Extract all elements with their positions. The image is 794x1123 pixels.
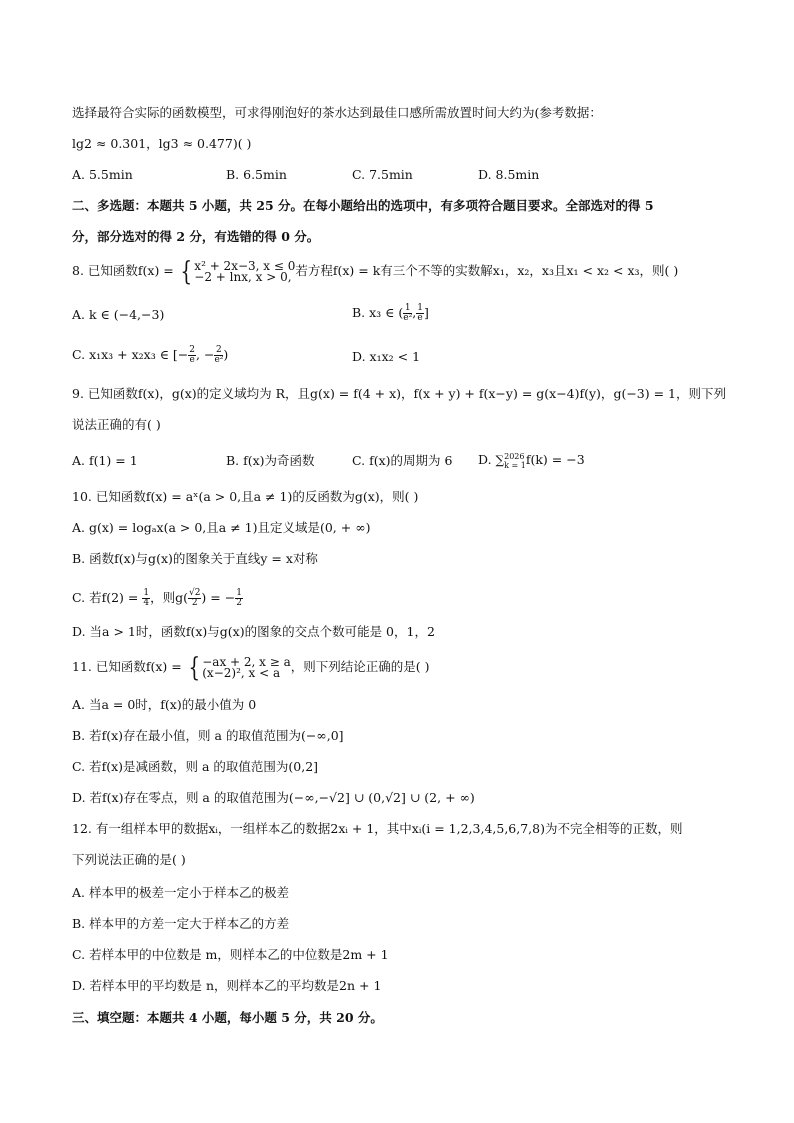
q10-option-c-mid: ，则g( (150, 590, 188, 605)
q10-stem: 10. 已知函数f(x) = aˣ(a > 0,且a ≠ 1)的反函数为g(x)，则( ) (72, 489, 419, 504)
q8-suffix: 若方程f(x) = k有三个不等的实数解x₁，x₂，x₃且x₁ < x₂ < x₃，则( ) (295, 263, 679, 278)
sum-lower-limit: k = 1 (504, 460, 526, 470)
q7-option-d: D. 8.5min (478, 167, 540, 182)
q10-option-c-mid2: ) = − (201, 590, 236, 605)
section2-heading-line2: 分，部分选对的得 2 分，有选错的得 0 分。 (72, 229, 320, 244)
section2-heading-line1: 二、多选题：本题共 5 小题，共 25 分。在每小题给出的选项中，有多项符合题目要求。全部选对的得 5 (72, 198, 654, 213)
q10-option-c-frac2: $\frac{√2}{2}$ (188, 588, 201, 608)
q11-case2: (x−2)², x < a (202, 665, 281, 680)
q12-stem-line1: 12. 有一组样本甲的数据xᵢ，一组样本乙的数据2xᵢ + 1，其中xᵢ(i = 1,2,3,4,5,6,7,8)为不完全相等的正数，则 (72, 821, 683, 836)
q8-option-b-frac1: $\frac{1}{\text{e²}}$ (403, 303, 413, 323)
q8-case2: −2 + lnx, x > 0, (194, 269, 292, 284)
q8-option-c-prefix: C. x₁x₃ + x₂x₃ ∈ [− (72, 347, 189, 362)
q8-piecewise: { x² + 2x−3, x ≤ 0 −2 + lnx, x > 0, (180, 256, 296, 287)
q10-option-c (72, 585, 243, 611)
q11-option-c: C. 若f(x)是减函数，则 a 的取值范围为(0,2] (72, 759, 319, 774)
sum-symbol: ∑ (495, 453, 505, 467)
q12-option-d: D. 若样本甲的平均数是 n，则样本乙的平均数是2n + 1 (72, 978, 382, 993)
q12-option-a: A. 样本甲的极差一定小于样本乙的极差 (72, 885, 289, 900)
q11-option-a: A. 当a = 0时，f(x)的最小值为 0 (72, 697, 257, 712)
q8-prefix: 8. 已知函数f(x) = (72, 263, 178, 278)
q11-case1: −ax + 2, x ≥ a (202, 654, 291, 669)
q8-option-d: D. x₁x₂ < 1 (352, 349, 421, 364)
q11-prefix: 11. 已知函数f(x) = (72, 659, 186, 674)
q12-option-c: C. 若样本甲的中位数是 m，则样本乙的中位数是2m + 1 (72, 947, 389, 962)
q9-stem-line2: 说法正确的有( ) (72, 417, 161, 432)
q7-text-line2: lg2 ≈ 0.301，lg3 ≈ 0.477)( ) (72, 136, 252, 151)
q12-option-b: B. 样本甲的方差一定大于样本乙的方差 (72, 916, 290, 931)
q8-option-a: A. k ∈ (−4,−3) (72, 307, 165, 322)
q11-suffix: ，则下列结论正确的是( ) (290, 659, 430, 674)
q8-option-c-mid: , − (196, 347, 215, 362)
q8-option-b-suffix: ] (423, 305, 429, 320)
q11-option-d: D. 若f(x)存在零点，则 a 的取值范围为(−∞,−√2] ∪ (0,√2] ∪ (2, + ∞) (72, 790, 475, 805)
q8-option-c-frac1: $\frac{2}{e}$ (189, 345, 196, 365)
q8-option-b-frac2: $\frac{1}{e}$ (417, 303, 423, 323)
q10-option-d: D. 当a > 1时，函数f(x)与g(x)的图象的交点个数可能是 0，1，2 (72, 624, 435, 639)
q11-option-b: B. 若f(x)存在最小值，则 a 的取值范围为(−∞,0] (72, 728, 344, 743)
q9-option-a: A. f(1) = 1 (72, 453, 138, 468)
q9-option-c: C. f(x)的周期为 6 (352, 453, 453, 468)
q8-option-c (72, 346, 228, 365)
q10-option-c-prefix: C. 若f(2) = (72, 590, 143, 605)
q8-option-c-suffix: ) (223, 347, 229, 362)
q7-option-b: B. 6.5min (226, 167, 287, 182)
q7-option-c: C. 7.5min (352, 167, 413, 182)
q8-stem (72, 256, 679, 287)
q9-option-b: B. f(x)为奇函数 (226, 453, 315, 468)
q9-option-d (478, 449, 585, 471)
q7-text-line1: 选择最符合实际的函数模型，可求得刚泡好的茶水达到最佳口感所需放置时间大约为(参考数据： (72, 105, 602, 120)
q9-stem-line1: 9. 已知函数f(x)，g(x)的定义域均为 R，且g(x) = f(4 + x)，f(x + y) + f(x−y) = g(x−4)f(y)，g(−3) = 1，则下列 (72, 386, 726, 401)
q8-option-c-frac2: $\frac{2}{\text{e²}}$ (214, 345, 224, 365)
q10-option-b: B. 函数f(x)与g(x)的图象关于直线y = x对称 (72, 551, 318, 566)
q11-stem (72, 652, 430, 683)
q9-option-d-suffix: f(k) = −3 (525, 452, 585, 467)
q12-stem-line2: 下列说法正确的是( ) (72, 852, 186, 867)
q7-option-a: A. 5.5min (72, 167, 133, 182)
q8-option-b-prefix: B. x₃ ∈ ( (352, 305, 404, 320)
q8-option-b: B. x₃ ∈ ( $\frac{1}{\text{e²}}$ , $\frac{1}{e}$ ] (352, 303, 429, 323)
q10-option-a: A. g(x) = logₐx(a > 0,且a ≠ 1)且定义域是(0, + ∞) (72, 520, 371, 535)
section3-heading: 三、填空题：本题共 4 小题，每小题 5 分，共 20 分。 (72, 1010, 383, 1025)
q8-case1: x² + 2x−3, x ≤ 0 (194, 258, 296, 273)
sum-upper-limit: 2026 (504, 451, 525, 461)
q10-option-c-frac3: $\frac{1}{2}$ (236, 588, 242, 608)
q10-option-c-frac1: $\frac{1}{4}$ (143, 588, 150, 608)
q11-piecewise: { −ax + 2, x ≥ a (x−2)², x < a (188, 652, 291, 683)
q9-option-d-prefix: D. (478, 452, 496, 467)
